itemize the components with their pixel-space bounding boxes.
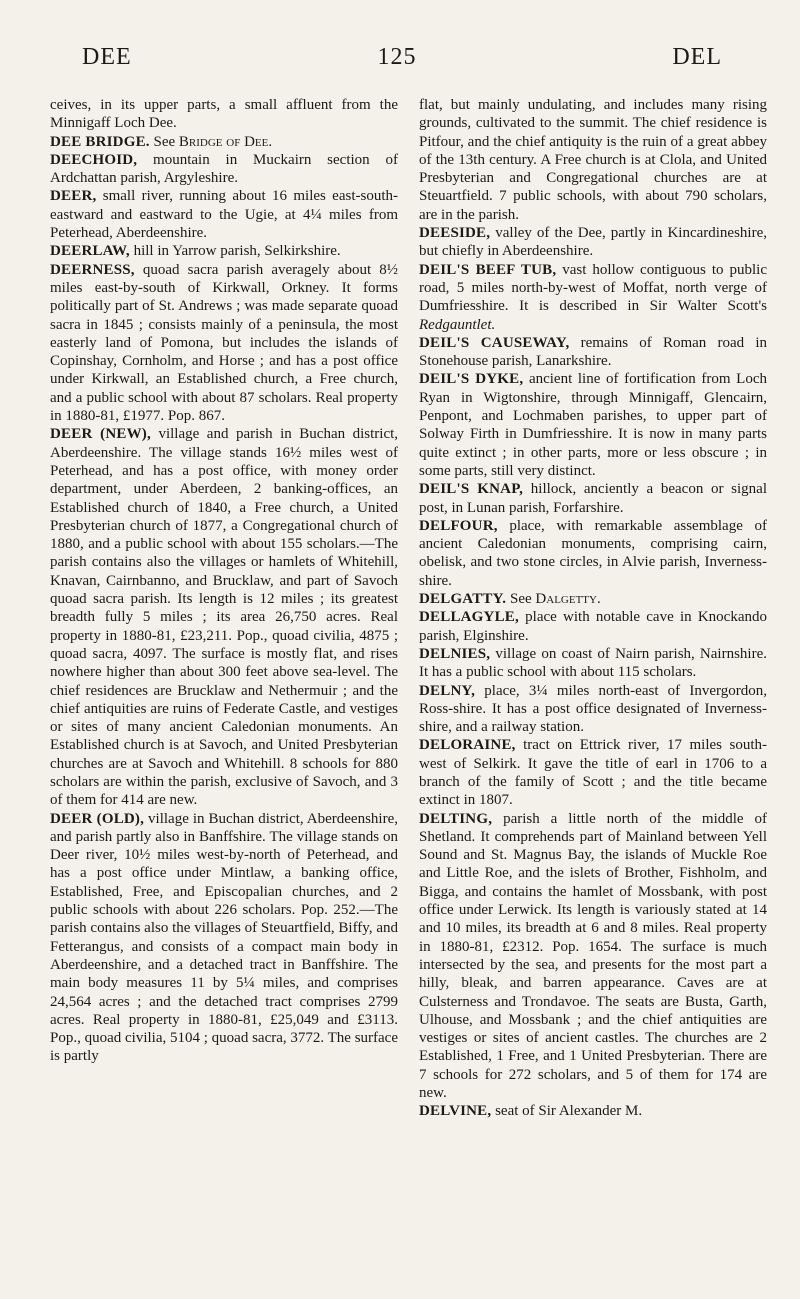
entry-headword: DEECHOID, <box>50 151 138 168</box>
entry-headword: DEER, <box>50 188 97 205</box>
gazetteer-entry <box>419 517 767 590</box>
gazetteer-entry <box>419 682 767 737</box>
entry-text: valley of the Dee, partly in Kincardineshire, but chiefly in Aberdeenshire. <box>419 225 767 260</box>
entry-text: hill in Yarrow parish, Selkirkshire. <box>129 243 341 260</box>
entry-headword: DEER (OLD), <box>50 810 145 827</box>
gazetteer-entry <box>50 96 398 133</box>
entry-text: tract on Ettrick river, 17 miles south-west of Selkirk. It gave the title of earl in 1706 to a branch of the family of Scott ; and the title became extinct in 1807. <box>419 737 767 809</box>
entry-headword: DEERLAW, <box>50 243 130 260</box>
gazetteer-entry <box>50 261 398 426</box>
entry-text: vast hollow contiguous to public road, 5 miles north-by-west of Moffat, north verge of Dumfriesshire. It is described in Sir Walter Scott's <box>419 261 767 315</box>
entry-text: flat, but mainly undulating, and includes many rising grounds, cultivated to the summit. The chief residence is Pitfour, and the chief antiquity is the ruin of a great abbey of the 13th century. A Free church is at Clola, and United Presbyterian and Congregational churches are at Steuartfield. 7 public schools, with about 790 scholars, are in the parish. <box>419 97 767 223</box>
right-column <box>419 96 767 1121</box>
entry-headword: DEE BRIDGE. <box>50 133 150 150</box>
header-left-word: DEE <box>82 44 132 70</box>
entry-headword: DELNY, <box>419 682 476 699</box>
entry-text: ancient line of fortification from Loch Ryan in Wigtonshire, through Minnigaff, Glencairn, Penpont, and Lochmaben parishes, to upper part of Solway Firth in Dumfriesshire. It is now in many parts quite extinct ; in other parts, more or less obscure ; in some parts, still very distinct. <box>419 371 767 479</box>
gazetteer-entry <box>419 645 767 682</box>
entry-text: hillock, anciently a beacon or signal post, in Lunan parish, Forfarshire. <box>419 481 768 516</box>
cross-reference: Dalgetty. <box>535 591 601 608</box>
gazetteer-entry <box>50 151 398 188</box>
entry-text: village on coast of Nairn parish, Nairnshire. It has a public school with about 115 scholars. <box>419 645 767 681</box>
running-header <box>34 44 760 78</box>
entry-headword: DELORAINE, <box>419 737 516 754</box>
entry-headword: DEIL'S BEEF TUB, <box>419 261 557 278</box>
gazetteer-entry <box>50 242 398 260</box>
gazetteer-entry <box>419 370 767 480</box>
entry-headword: DELFOUR, <box>419 517 498 534</box>
entry-headword: DELVINE, <box>419 1103 492 1120</box>
gazetteer-entry <box>419 480 767 517</box>
italic-title: Redgauntlet. <box>419 316 496 333</box>
gazetteer-entry <box>419 224 767 261</box>
entry-text: See <box>506 591 536 608</box>
entry-text: place, with remarkable assemblage of ancient Caledonian monuments, comprising cairn, obelisk, and two stone circles, in Alvie parish, Inverness-shire. <box>419 517 767 589</box>
entry-headword: DEERNESS, <box>50 261 135 278</box>
gazetteer-entry <box>419 590 767 608</box>
gazetteer-entry <box>50 133 398 151</box>
entry-text: See <box>149 133 179 150</box>
entry-headword: DEIL'S DYKE, <box>419 371 524 388</box>
entry-headword: DEESIDE, <box>419 225 491 242</box>
entry-text: village and parish in Buchan district, Aberdeenshire. The village stands 16½ miles west of Peterhead, and has a post office, with money order department, under Aberdeen, 2 banking-offices, an Established church of 1840, a Free church, a United Presbyterian church of 1877, a Congregational church of 1880, and a public school with about 155 scholars.—The parish contains also the villages or hamlets of Whitehill, Knavan, Cairnbanno, and Brucklaw, and part of Savoch quoad sacra parish. Its length is 12 miles ; its greatest breadth fully 5 miles ; its area 26,750 acres. Real property in 1880-81, £23,211. Pop., quoad civilia, 4875 ; quoad sacra, 4097. The surface is mostly flat, and rises nowhere higher than about 300 feet above sea-level. The chief residences are Brucklaw and Nethermuir ; and the chief antiquities are ruins of Federate Castle, and vestiges or sites of many ancient Caledonian monuments. An Established church is at Savoch, and United Presbyterian churches are at Savoch and Whitehill. 8 schools for 880 scholars are within the parish, exclusive of Savoch, and 3 of them for 414 are new. <box>50 426 399 809</box>
gazetteer-entry <box>419 261 767 334</box>
entry-text: place, 3¼ miles north-east of Invergordon, Ross-shire. It has a post office designated of Inverness-shire, and a railway station. <box>419 682 767 736</box>
header-right-word: DEL <box>672 44 722 70</box>
gazetteer-entry <box>419 810 767 1103</box>
entry-headword: DEER (NEW), <box>50 426 151 443</box>
entry-text: village in Buchan district, Aberdeenshire, and parish partly also in Banffshire. The village stands on Deer river, 10½ miles west-by-north of Peterhead, and has a post office under Mintlaw, a banking office, Established, Free, and Episcopalian churches, and 2 public schools with about 226 scholars. Pop. 252.—The parish contains also the villages of Steuartfield, Biffy, and Fetterangus, and consists of a compact main body in Aberdeenshire, and a detached tract in Banffshire. The main body measures 11 by 5¼ miles, and comprises 24,564 acres ; and the detached tract comprises 2799 acres. Real property in 1880-81, £25,049 and £3113. Pop., quoad civilia, 5104 ; quoad sacra, 3772. The surface is partly <box>50 810 398 1065</box>
page-number: 125 <box>377 44 417 70</box>
gazetteer-entry <box>419 736 767 809</box>
entry-headword: DELGATTY. <box>419 591 507 608</box>
entry-text: remains of Roman road in Stonehouse parish, Lanarkshire. <box>419 334 767 370</box>
entry-text: quoad sacra parish averagely about 8½ miles east-by-south of Kirkwall, Orkney. It forms politically part of St. Andrews ; was made separate quoad sacra in 1845 ; consists mainly of a peninsula, the most easterly land of Pomona, but includes the islands of Copinshay, Cornholm, and Horse ; and has a post office under Kirkwall, an Established church, a Free church, and a public school with about 87 scholars. Real property in 1880-81, £1977. Pop. 867. <box>50 261 398 425</box>
left-column <box>50 96 398 1066</box>
entry-text: ceives, in its upper parts, a small affluent from the Minnigaff Loch Dee. <box>50 97 398 132</box>
entry-headword: DELTING, <box>419 810 493 827</box>
entry-headword: DEIL'S CAUSEWAY, <box>419 334 570 351</box>
entry-text: place with notable cave in Knockando parish, Elginshire. <box>419 609 767 644</box>
gazetteer-entry <box>419 334 767 371</box>
entry-text: seat of Sir Alexander M. <box>491 1103 643 1120</box>
entry-text: small river, running about 16 miles east-south-eastward and eastward to the Ugie, at 4¼ miles from Peterhead, Aberdeenshire. <box>50 188 398 242</box>
gazetteer-entry <box>50 810 398 1066</box>
gazetteer-entry <box>419 1102 767 1120</box>
gazetteer-entry <box>50 425 398 809</box>
entry-text: parish a little north of the middle of Shetland. It comprehends part of Mainland between Yell Sound and St. Magnus Bay, the islands of Muckle Roe and Little Roe, and the islets of Brother, Fishholm, and Bigga, and contains the hamlet of Mossbank, with post office under Lerwick. Its length is variously stated at 14 and 10 miles, its breadth at 6 and 8 miles. Real property in 1880-81, £2312. Pop. 1654. The surface is much intersected by the sea, and presents for the most part a hilly, bleak, and barren appearance. Caves are at Culsterness and Trondavoe. The seats are Busta, Garth, Ulhouse, and Mossbank ; and the chief antiquities are vestiges or sites of ancient castles. The churches are 2 Established, 1 Free, and 1 United Presbyterian. There are 7 schools for 272 scholars, and 5 of them for 174 are new. <box>419 810 767 1102</box>
entry-headword: DELLAGYLE, <box>419 609 519 626</box>
gazetteer-entry <box>50 187 398 242</box>
entry-headword: DEIL'S KNAP, <box>419 481 524 498</box>
gazetteer-entry <box>419 96 767 224</box>
entry-text: mountain in Muckairn section of Ardchattan parish, Argyleshire. <box>50 151 398 187</box>
entry-headword: DELNIES, <box>419 645 491 662</box>
gazetteer-entry <box>419 608 767 645</box>
cross-reference: Bridge of Dee. <box>178 133 273 150</box>
